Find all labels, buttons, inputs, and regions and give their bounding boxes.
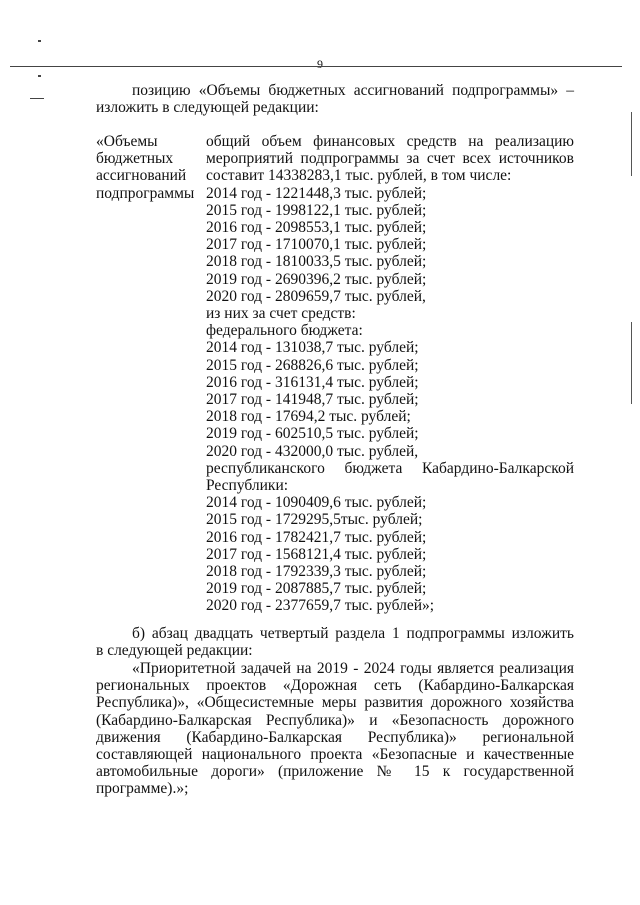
item-b-paragraph bbox=[96, 625, 574, 659]
summary-line: мероприятий подпрограммы за счет всех источников bbox=[206, 150, 574, 168]
republic-year-line: 2017 год - 1568121,4 тыс. рублей; bbox=[206, 545, 427, 563]
federal-year-line: 2015 год - 268826,6 тыс. рублей; bbox=[206, 356, 419, 374]
item-b-line: в следующей редакции: bbox=[96, 642, 253, 660]
quote-line: движения (Кабардино-Балкарская Республика)» региональной bbox=[96, 728, 574, 746]
federal-year-line: 2016 год - 316131,4 тыс. рублей; bbox=[206, 373, 419, 391]
scan-mark bbox=[38, 40, 41, 42]
republic-year-line: 2019 год - 2087885,7 тыс. рублей; bbox=[206, 580, 427, 598]
republic-year-line: 2018 год - 1792339,3 тыс. рублей; bbox=[206, 563, 427, 581]
federal-heading: федерального бюджета: bbox=[206, 322, 363, 340]
label-line: бюджетных bbox=[96, 150, 174, 168]
federal-year-line: 2019 год - 602510,5 тыс. рублей; bbox=[206, 425, 419, 443]
federal-year-line: 2020 год - 432000,0 тыс. рублей, bbox=[206, 442, 419, 460]
scan-mark bbox=[38, 75, 41, 77]
total-year-line: 2019 год - 2690396,2 тыс. рублей; bbox=[206, 270, 427, 288]
total-year-line: 2017 год - 1710070,1 тыс. рублей; bbox=[206, 236, 427, 254]
total-year-line: 2018 год - 1810033,5 тыс. рублей; bbox=[206, 253, 427, 271]
federal-year-line: 2014 год - 131038,7 тыс. рублей; bbox=[206, 339, 419, 357]
quote-line: программе).»; bbox=[96, 780, 189, 798]
quote-line: Республика)», «Общесистемные меры развития дорожного хозяйства bbox=[96, 694, 574, 712]
republic-year-line: 2014 год - 1090409,6 тыс. рублей; bbox=[206, 494, 427, 512]
intro-paragraph bbox=[96, 82, 574, 116]
total-year-line: 2015 год - 1998122,1 тыс. рублей; bbox=[206, 201, 427, 219]
republic-heading: республиканского бюджета Кабардино-Балкарской bbox=[206, 459, 574, 477]
item-b-line: б) абзац двадцать четвертый раздела 1 подпрограммы изложить bbox=[132, 625, 574, 642]
republic-year-line: 2015 год - 1729295,5тыс. рублей; bbox=[206, 511, 423, 529]
quote-line: составляющей национального проекта «Безопасные и качественные bbox=[96, 746, 574, 764]
republic-year-line: 2016 год - 1782421,7 тыс. рублей; bbox=[206, 528, 427, 546]
label-line: подпрограммы bbox=[96, 184, 195, 202]
total-year-line: 2016 год - 2098553,1 тыс. рублей; bbox=[206, 219, 427, 237]
quote-line: региональных проектов «Дорожная сеть (Кабардино-Балкарская bbox=[96, 677, 574, 695]
value-column bbox=[206, 133, 574, 615]
header-rule bbox=[10, 66, 622, 67]
federal-year-line: 2017 год - 141948,7 тыс. рублей; bbox=[206, 391, 419, 409]
republic-heading: Республики: bbox=[206, 477, 289, 495]
summary-line: составит 14338283,1 тыс. рублей, в том числе: bbox=[206, 167, 512, 185]
quote-line: (Кабардино-Балкарская Республика)» и «Безопасность дорожного bbox=[96, 711, 574, 729]
scan-edge bbox=[631, 112, 632, 176]
intro-line: позицию «Объемы бюджетных ассигнований подпрограммы» – bbox=[132, 82, 574, 99]
quote-line: «Приоритетной задачей на 2019 - 2024 годы является реализация bbox=[132, 660, 574, 677]
total-year-line: 2020 год - 2809659,7 тыс. рублей, bbox=[206, 287, 426, 305]
scan-edge bbox=[631, 322, 632, 404]
label-column bbox=[96, 133, 201, 202]
summary-line: общий объем финансовых средств на реализацию bbox=[206, 133, 574, 150]
quote-paragraph bbox=[96, 660, 574, 798]
republic-year-line: 2020 год - 2377659,7 тыс. рублей»; bbox=[206, 597, 435, 615]
scan-mark bbox=[30, 98, 44, 99]
label-line: «Объемы bbox=[96, 133, 158, 150]
page-number: 9 bbox=[317, 57, 323, 71]
federal-year-line: 2018 год - 17694,2 тыс. рублей; bbox=[206, 408, 411, 426]
quote-line: автомобильные дороги» (приложение № 15 к государственной bbox=[96, 763, 574, 781]
label-line: ассигнований bbox=[96, 167, 187, 185]
intro-line: изложить в следующей редакции: bbox=[96, 99, 319, 117]
total-year-line: 2014 год - 1221448,3 тыс. рублей; bbox=[206, 184, 427, 202]
sources-heading: из них за счет средств: bbox=[206, 305, 356, 323]
